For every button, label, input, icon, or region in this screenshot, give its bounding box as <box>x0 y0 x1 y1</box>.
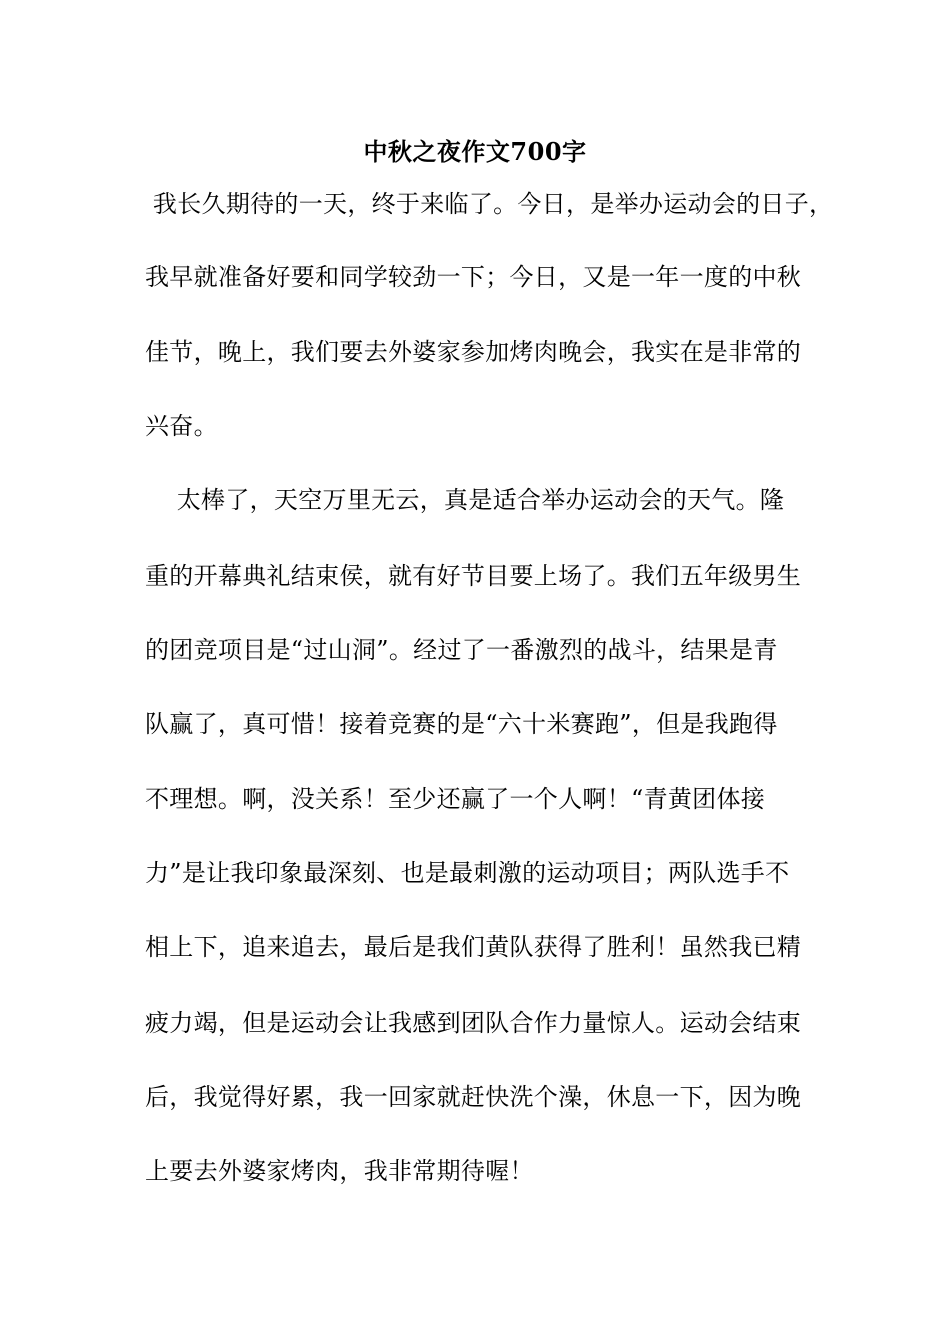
paragraph-line: 相上下，追来追去，最后是我们黄队获得了胜利！虽然我已精 <box>145 933 802 961</box>
paragraph-line: 力”是让我印象最深刻、也是最刺激的运动项目；两队选手不 <box>145 859 790 887</box>
paragraph-line: 不理想。啊，没关系！至少还赢了一个人啊！“青黄团体接 <box>145 785 766 813</box>
paragraph-line: 我长久期待的一天，终于来临了。今日，是举办运动会的日子， <box>145 190 834 218</box>
paragraph-line: 我早就准备好要和同学较劲一下；今日，又是一年一度的中秋 <box>145 263 802 291</box>
paragraph-line: 佳节，晚上，我们要去外婆家参加烤肉晚会，我实在是非常的 <box>145 338 802 366</box>
document-title: 中秋之夜作文700字 <box>363 137 587 166</box>
paragraph-line: 疲力竭，但是运动会让我感到团队合作力量惊人。运动会结束 <box>145 1009 802 1037</box>
paragraph-line: 上要去外婆家烤肉，我非常期待喔！ <box>145 1157 534 1185</box>
paragraph-line: 太棒了，天空万里无云，真是适合举办运动会的天气。隆 <box>145 486 785 514</box>
paragraph-line: 后，我觉得好累，我一回家就赶快洗个澡，休息一下，因为晚 <box>145 1083 802 1111</box>
paragraph-line: 兴奋。 <box>145 412 218 440</box>
paragraph-line: 重的开幕典礼结束侯，就有好节目要上场了。我们五年级男生 <box>145 562 802 590</box>
paragraph-line: 队赢了，真可惜！接着竞赛的是“六十米赛跑”，但是我跑得 <box>145 710 778 738</box>
paragraph-line: 的团竞项目是“过山洞”。经过了一番激烈的战斗，结果是青 <box>145 636 778 664</box>
